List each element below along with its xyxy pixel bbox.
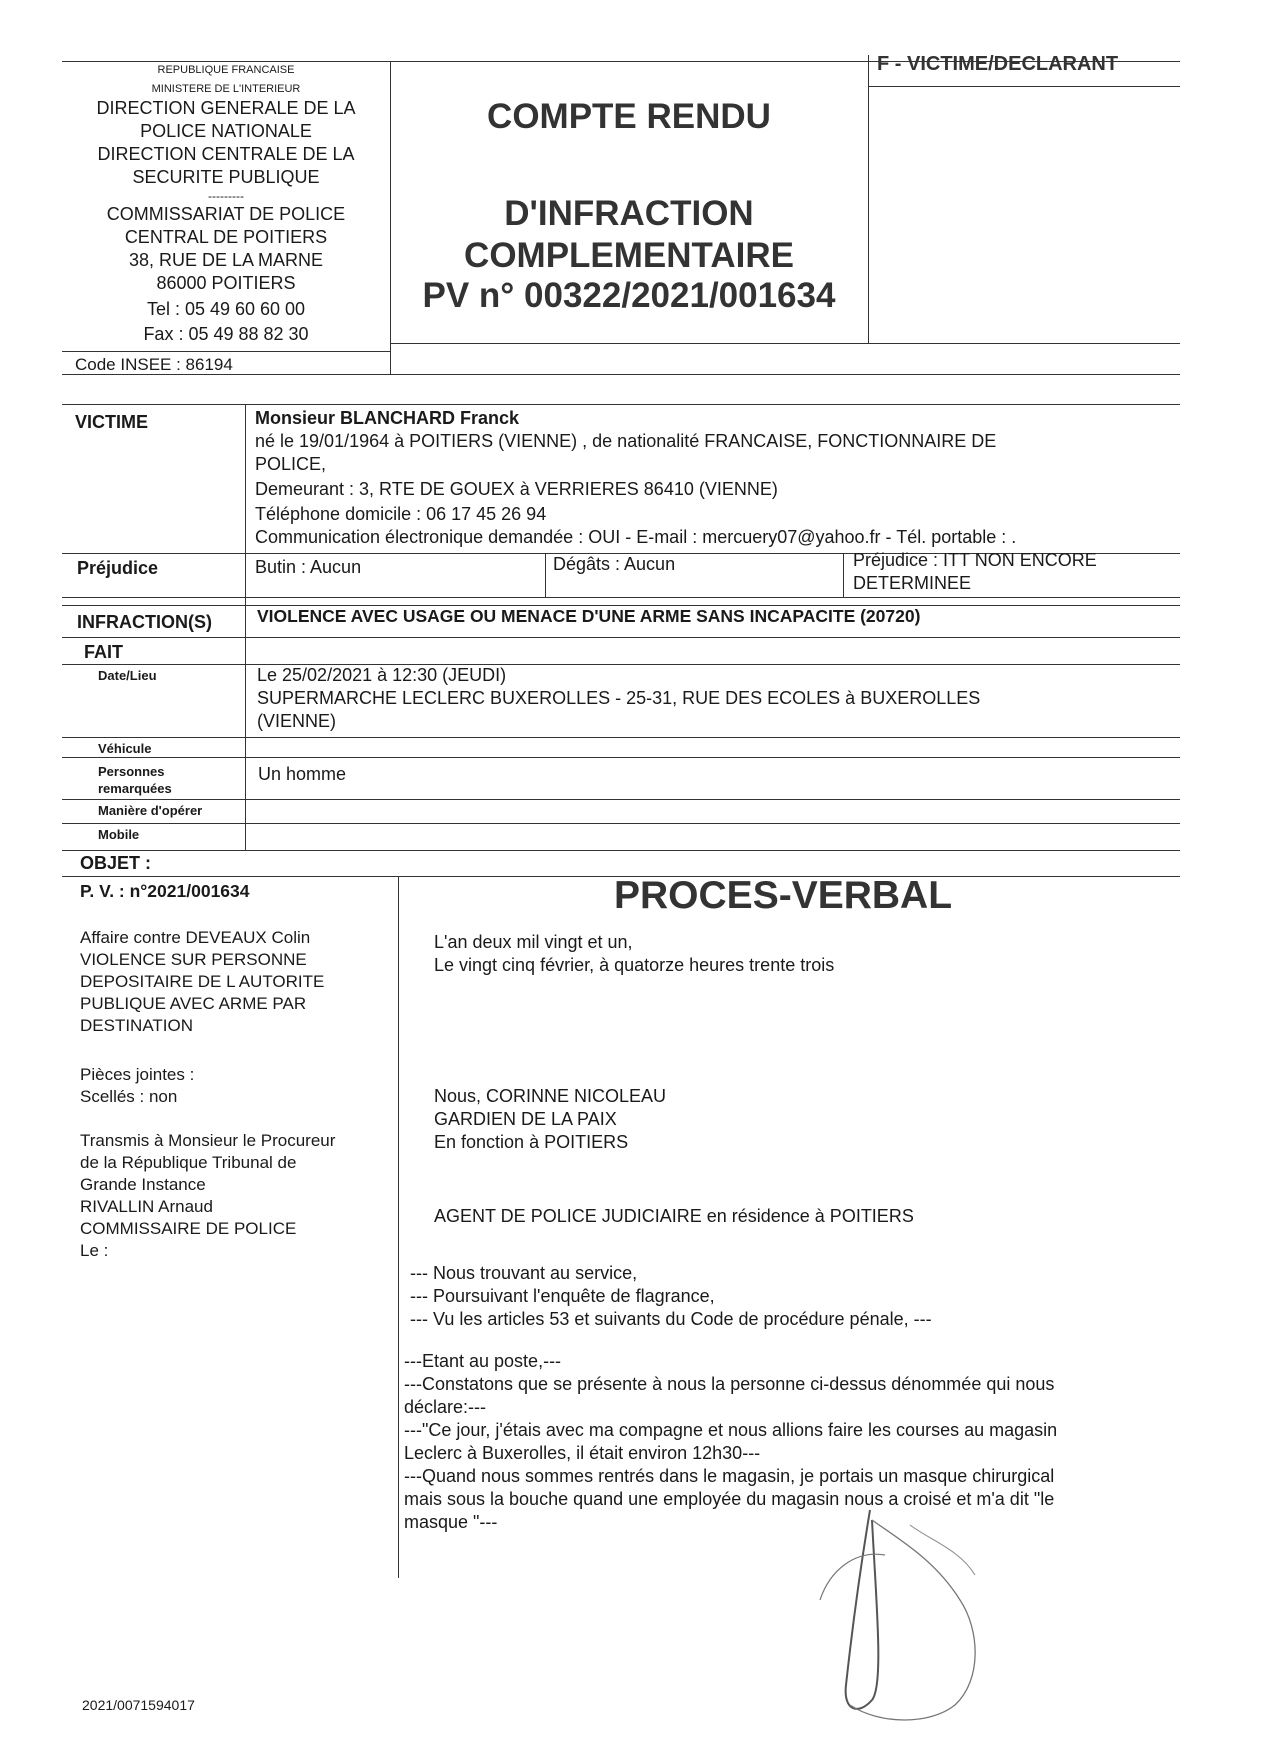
prejudice-divider-2 xyxy=(843,553,844,597)
direction-generale-line1: DIRECTION GENERALE DE LA xyxy=(96,98,356,118)
prejudice-divider-1 xyxy=(545,553,546,597)
ministere-label: MINISTERE DE L'INTERIEUR xyxy=(151,83,301,95)
prejudice-label: Préjudice xyxy=(77,558,159,578)
label-column-divider xyxy=(245,404,246,851)
prejudice-value-line1: Préjudice : ITT NON ENCORE xyxy=(853,550,1097,570)
pv-reference: P. V. : n°2021/001634 xyxy=(80,881,250,901)
date-lieu-line1: Le 25/02/2021 à 12:30 (JEUDI) xyxy=(257,665,507,685)
maniere-operer-label: Manière d'opérer xyxy=(98,803,203,818)
code-insee: Code INSEE : 86194 xyxy=(75,355,233,374)
right-box-rule xyxy=(868,86,1180,87)
butin-value: Butin : Aucun xyxy=(255,557,362,577)
transmis-line6: Le : xyxy=(80,1241,109,1260)
transmis-line2: de la République Tribunal de xyxy=(80,1153,297,1172)
objet-label: OBJET : xyxy=(80,853,152,873)
pv-para-2: --- Poursuivant l'enquête de flagrance, xyxy=(410,1286,715,1306)
pv-para-4: ---Etant au poste,--- xyxy=(404,1351,562,1371)
prejudice-value-line2: DETERMINEE xyxy=(853,573,972,593)
direction-generale-line2: POLICE NATIONALE xyxy=(140,121,312,141)
mobile-bottom-rule xyxy=(62,850,1180,851)
transmis-line3: Grande Instance xyxy=(80,1175,206,1194)
header-bottom-rule-center xyxy=(390,343,1180,344)
personnes-bottom-rule xyxy=(62,799,1180,800)
pv-intro xyxy=(410,1262,1190,1331)
victim-declarant-title: F - VICTIME/DECLARANT xyxy=(877,53,1119,75)
pv-number: PV n° 00322/2021/001634 xyxy=(422,276,836,315)
pv-qualite: AGENT DE POLICE JUDICIAIRE en résidence à POITIERS xyxy=(434,1206,914,1226)
infraction-label: INFRACTION(S) xyxy=(77,612,212,632)
issuing-authority xyxy=(70,63,382,346)
pv-para-7a: ---Quand nous sommes rentrés dans le magasin, je portais un masque chirurgical xyxy=(404,1466,1055,1486)
pieces-block xyxy=(80,1064,194,1108)
pv-date xyxy=(434,931,834,977)
victim-phone: Téléphone domicile : 06 17 45 26 94 xyxy=(255,504,547,524)
pv-agent-line2: GARDIEN DE LA PAIX xyxy=(434,1109,617,1129)
personnes-label xyxy=(98,763,172,797)
pv-agent xyxy=(434,1085,666,1154)
pv-date-line1: L'an deux mil vingt et un, xyxy=(434,932,633,952)
victim-label: VICTIME xyxy=(75,412,149,432)
header-bottom-rule-left xyxy=(62,351,390,352)
direction-centrale-line2: SECURITE PUBLIQUE xyxy=(132,167,320,187)
pv-para-7b: mais sous la bouche quand une employée du magasin nous a croisé et m'a dit "le xyxy=(404,1489,1055,1509)
pieces-jointes-label: Pièces jointes : xyxy=(80,1065,195,1084)
pv-para-5a: ---Constatons que se présente à nous la personne ci-dessus dénommée qui nous xyxy=(404,1374,1055,1394)
personnes-label-line2: remarquées xyxy=(98,781,172,796)
infraction-bottom-rule xyxy=(62,637,1180,638)
transmis-line4: RIVALLIN Arnaud xyxy=(80,1197,213,1216)
commissariat-line4: 86000 POITIERS xyxy=(156,273,296,293)
form-top-rule xyxy=(62,404,1180,405)
prejudice-bottom-rule xyxy=(62,597,1180,598)
header-divider-left xyxy=(390,61,391,374)
victim-birth-line2: POLICE, xyxy=(255,454,327,474)
transmis-line5: COMMISSAIRE DE POLICE xyxy=(80,1219,297,1238)
pv-para-7c: masque "--- xyxy=(404,1512,498,1532)
mobile-label: Mobile xyxy=(98,827,140,842)
victim-address: Demeurant : 3, RTE DE GOUEX à VERRIERES 86410 (VIENNE) xyxy=(255,479,778,499)
affaire-line4: PUBLIQUE AVEC ARME PAR xyxy=(80,994,307,1013)
fax-number: Fax : 05 49 88 82 30 xyxy=(143,324,309,344)
date-bottom-rule xyxy=(62,737,1180,738)
pv-para-6b: Leclerc à Buxerolles, il était environ 12h30--- xyxy=(404,1443,761,1463)
report-title xyxy=(392,96,866,317)
victim-communication: Communication électronique demandée : OUI - E-mail : mercuery07@yahoo.fr - Tél. portable : . xyxy=(255,527,1017,547)
pv-para-1: --- Nous trouvant au service, xyxy=(410,1263,638,1283)
affaire-block xyxy=(80,927,390,1037)
pv-para-5b: déclare:--- xyxy=(404,1397,487,1417)
scelles-label: Scellés : non xyxy=(80,1087,178,1106)
direction-centrale-line1: DIRECTION CENTRALE DE LA xyxy=(97,144,355,164)
affaire-line5: DESTINATION xyxy=(80,1016,194,1035)
title-infraction: D'INFRACTION xyxy=(504,194,754,233)
personnes-label-line1: Personnes xyxy=(98,764,165,779)
vehicule-label: Véhicule xyxy=(98,741,152,756)
proces-verbal-title: PROCES-VERBAL xyxy=(614,874,953,917)
pv-date-line2: Le vingt cinq février, à quatorze heures trente trois xyxy=(434,955,835,975)
pv-para-6a: ---"Ce jour, j'étais avec ma compagne et nous allions faire les courses au magasin xyxy=(404,1420,1058,1440)
body-column-divider xyxy=(398,876,399,1578)
title-complementaire: COMPLEMENTAIRE xyxy=(464,236,794,275)
maniere-bottom-rule xyxy=(62,823,1180,824)
vehicule-bottom-rule xyxy=(62,757,1180,758)
fait-label: FAIT xyxy=(84,642,123,662)
handwritten-signature xyxy=(760,1480,1020,1730)
telephone-number: Tel : 05 49 60 60 00 xyxy=(146,299,306,319)
prejudice-value xyxy=(853,549,1097,595)
degats-value: Dégâts : Aucun xyxy=(553,554,676,574)
victim-birth-line1: né le 19/01/1964 à POITIERS (VIENNE) , de nationalité FRANCAISE, FONCTIONNAIRE DE xyxy=(255,431,997,451)
commissariat-line3: 38, RUE DE LA MARNE xyxy=(128,250,324,270)
victim-details xyxy=(255,407,1175,549)
document-reference: 2021/0071594017 xyxy=(82,1697,195,1713)
date-lieu-line2: SUPERMARCHE LECLERC BUXEROLLES - 25-31, RUE DES ECOLES à BUXEROLLES xyxy=(257,688,981,708)
transmis-line1: Transmis à Monsieur le Procureur xyxy=(80,1131,336,1150)
title-compte-rendu: COMPTE RENDU xyxy=(487,97,771,136)
commissariat-line2: CENTRAL DE POITIERS xyxy=(124,227,328,247)
affaire-line1: Affaire contre DEVEAUX Colin xyxy=(80,928,311,947)
header-divider-right xyxy=(868,55,869,343)
transmis-block xyxy=(80,1130,390,1262)
date-lieu-line3: (VIENNE) xyxy=(257,711,337,731)
personnes-value: Un homme xyxy=(258,764,347,784)
pv-agent-line1: Nous, CORINNE NICOLEAU xyxy=(434,1086,667,1106)
date-lieu-value xyxy=(257,664,1167,733)
affaire-line3: DEPOSITAIRE DE L AUTORITE xyxy=(80,972,325,991)
infraction-value: VIOLENCE AVEC USAGE OU MENACE D'UNE ARME SANS INCAPACITE (20720) xyxy=(257,606,921,626)
republique-label: REPUBLIQUE FRANCAISE xyxy=(157,64,295,76)
pv-agent-line3: En fonction à POITIERS xyxy=(434,1132,629,1152)
pv-para-3: --- Vu les articles 53 et suivants du Code de procédure pénale, --- xyxy=(410,1309,932,1329)
victim-name: Monsieur BLANCHARD Franck xyxy=(255,408,520,428)
date-lieu-label: Date/Lieu xyxy=(98,668,157,683)
commissariat-line1: COMMISSARIAT DE POLICE xyxy=(106,204,346,224)
separator-dashes: --------- xyxy=(208,189,244,203)
affaire-line2: VIOLENCE SUR PERSONNE xyxy=(80,950,307,969)
